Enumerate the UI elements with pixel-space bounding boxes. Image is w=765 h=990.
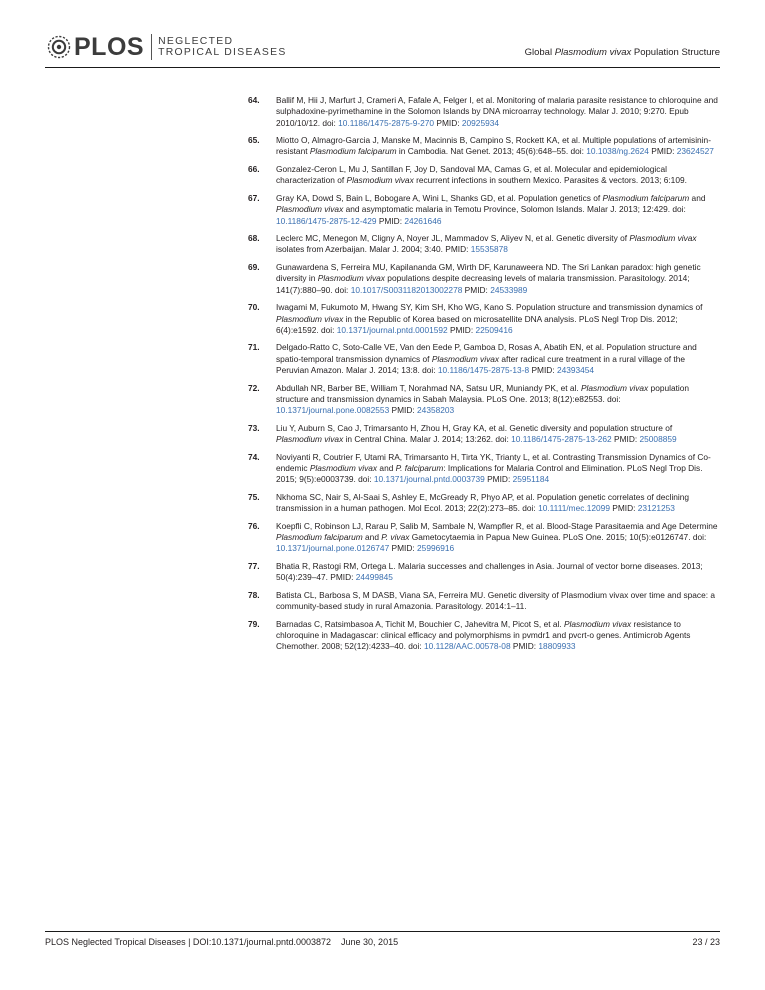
reference-segment: PMID: <box>447 324 476 335</box>
doi-link[interactable]: 10.1371/journal.pntd.0001592 <box>336 324 448 335</box>
reference-segment: resistance to chloroquine in Madagascar: clinical efficacy and polymorphisms in pvmdr1 and pvcrt-o genes. Antimicrob Agents Chemother. 2008; 52(12):4233–40. doi: <box>276 618 691 652</box>
reference-segment: PMID: <box>376 215 405 226</box>
reference-segment: in the Republic of Korea based on microsatellite DNA analysis. PLoS Negl Trop Dis. 2012; 6(4):e1592. doi: <box>276 313 678 335</box>
reference-number: 72. <box>248 382 260 393</box>
reference-text <box>276 492 720 515</box>
reference-segment: Koepfli C, Robinson LJ, Rarau P, Salib M, Sambale N, Wampfler R, et al. Blood-Stage Parasitaemia and Age Determine <box>276 520 718 531</box>
reference-segment: : Implications for Malaria Control and Elimination. PLoS Negl Trop Dis. 2015; 9(5):e0003739. doi: <box>276 462 703 485</box>
reference-item <box>248 521 720 555</box>
pmid-link[interactable]: 23121253 <box>637 503 675 514</box>
doi-link[interactable]: 10.1371/journal.pone.0126747 <box>276 543 390 554</box>
reference-segment: Batista CL, Barbosa S, M DASB, Viana SA, Ferreira MU. Genetic diversity of Plasmodium vivax over time and space: a community-based study in rural Amazonia. Parasitology. 2014:1–11. <box>276 589 715 612</box>
species-name: Plasmodium falciparum <box>276 532 363 543</box>
reference-segment: Liu Y, Auburn S, Cao J, Trimarsanto H, Zhou H, Gray KA, et al. Genetic diversity and population structure of <box>276 422 673 433</box>
journal-name-line2: TROPICAL DISEASES <box>158 47 287 58</box>
reference-segment: populations despite decreasing levels of malaria transmission. Parasitology. 2014; 141(7):880–90. doi: <box>276 273 690 295</box>
species-name: Plasmodium vivax <box>276 204 344 215</box>
reference-segment: PMID: <box>484 474 513 485</box>
plos-logo[interactable] <box>47 34 287 60</box>
reference-number: 70. <box>248 302 260 313</box>
pmid-link[interactable]: 25951184 <box>512 474 550 485</box>
reference-list <box>248 95 720 659</box>
doi-link[interactable]: 10.1371/journal.pone.0082553 <box>276 405 390 416</box>
reference-item <box>248 423 720 446</box>
doi-link[interactable]: 10.1017/S0031182013002278 <box>350 284 463 295</box>
species-name: Plasmodium vivax <box>431 353 500 364</box>
page-header <box>0 0 765 72</box>
reference-segment: Gonzalez-Ceron L, Mu J, Santillan F, Joy D, Sandoval MA, Camas G, et al. Molecular and epidemiological characterization of <box>276 164 667 186</box>
reference-segment: Ballif M, Hii J, Marfurt J, Crameri A, Fafale A, Felger I, et al. Monitoring of malaria parasite resistance to chloroquine and sulphadoxine-pyrimethamine in the Solomon Islands by DNA microarray technology. Malar J. 2010; 9:270. Epub 2010/10/12. doi: <box>276 95 718 128</box>
reference-segment: Leclerc MC, Menegon M, Cligny A, Noyer JL, Mammadov S, Aliyev N, et al. Genetic diversity of <box>276 233 630 244</box>
running-title-species: Plasmodium vivax <box>554 47 632 58</box>
pmid-link[interactable]: 24499845 <box>355 572 393 583</box>
reference-text <box>276 193 720 227</box>
footer-citation <box>45 937 398 947</box>
reference-number: 76. <box>248 520 260 531</box>
reference-number: 79. <box>248 618 260 629</box>
reference-item <box>248 233 720 256</box>
pmid-link[interactable]: 24261646 <box>404 215 442 226</box>
reference-number: 68. <box>248 233 260 244</box>
reference-number: 71. <box>248 342 260 353</box>
reference-segment: isolates from Azerbaijan. Malar J. 2004; 3:40. PMID: <box>276 244 471 255</box>
page-number: 23 / 23 <box>692 937 720 947</box>
reference-text <box>276 619 720 653</box>
running-title-post: Population Structure <box>631 47 720 58</box>
reference-text <box>276 342 720 376</box>
reference-segment: Gunawardena S, Ferreira MU, Kapilananda GM, Wirth DF, Karunaweera ND. The Sri Lankan paradox: high genetic diversity in <box>276 262 701 284</box>
pmid-link[interactable]: 23624527 <box>676 146 714 157</box>
reference-text <box>276 164 720 187</box>
pmid-link[interactable]: 24358203 <box>417 405 455 416</box>
reference-text <box>276 302 720 336</box>
reference-text <box>276 521 720 555</box>
reference-segment: Gray KA, Dowd S, Bain L, Bobogare A, Wini L, Shanks GD, et al. Population genetics of <box>276 192 603 203</box>
pmid-link[interactable]: 22509416 <box>475 324 513 335</box>
reference-number: 73. <box>248 422 260 433</box>
reference-segment: and <box>362 532 382 543</box>
reference-segment: Noviyanti R, Coutrier F, Utami RA, Trimarsanto H, Tirta YK, Trianty L, et al. Contrasting Transmission Dynamics of Co-endemic <box>276 451 711 473</box>
logo-divider <box>151 34 152 60</box>
reference-segment: population structure and transmission dynamics in Sabah Malaysia. PLoS One. 2013; 8(12):e82553. doi: <box>276 382 690 404</box>
doi-link[interactable]: 10.1186/1475-2875-9-270 <box>338 117 435 128</box>
reference-segment: recurrent infections in southern Mexico. Parasites & vectors. 2013; 6:109. <box>413 175 687 186</box>
reference-segment: Iwagami M, Fukumoto M, Hwang SY, Kim SH, Kho WG, Kano S. Population structure and transmission dynamics of <box>276 302 703 313</box>
header-divider <box>45 67 720 68</box>
running-title <box>525 47 720 58</box>
species-name: Plasmodium falciparum <box>602 192 690 203</box>
species-name: Plasmodium vivax <box>276 434 344 445</box>
reference-text <box>276 561 720 584</box>
reference-segment: Abdullah NR, Barber BE, William T, Norahmad NA, Satsu UR, Muniandy PK, et al. <box>276 382 581 393</box>
reference-text <box>276 262 720 296</box>
footer-journal-doi: PLOS Neglected Tropical Diseases | DOI:10.1371/journal.pntd.0003872 <box>45 937 332 947</box>
reference-segment: Barnadas C, Ratsimbasoa A, Tichit M, Bouchier C, Jahevitra M, Picot S, et al. <box>276 618 564 629</box>
plos-logo-icon <box>47 35 71 59</box>
reference-text <box>276 135 720 158</box>
reference-item <box>248 590 720 613</box>
species-name: P. vivax <box>381 532 410 543</box>
pmid-link[interactable]: 18809933 <box>538 641 576 652</box>
reference-number: 75. <box>248 491 260 502</box>
reference-segment: PMID: <box>389 543 418 554</box>
reference-segment: and <box>377 462 396 473</box>
species-name: Plasmodium vivax <box>276 313 344 324</box>
species-name: Plasmodium vivax <box>580 382 649 393</box>
reference-segment: Nkhoma SC, Nair S, Al-Saai S, Ashley E, McGready R, Phyo AP, et al. Population genetic correlates of declining transmission in a human pathogen. Mol Ecol. 2013; 22(2):273–85. doi: <box>276 491 690 514</box>
reference-segment: Delgado-Ratto C, Soto-Calle VE, Van den Eede P, Gamboa D, Rosas A, Abatih EN, et al. Population structure and spatio-temporal transmission dynamics of <box>276 342 697 364</box>
reference-segment: in Central China. Malar J. 2014; 13:262. doi: <box>343 434 512 445</box>
reference-number: 65. <box>248 135 260 146</box>
species-name: Plasmodium falciparum <box>309 146 397 157</box>
reference-segment: Miotto O, Almagro-Garcia J, Manske M, Macinnis B, Campino S, Rockett KA, et al. Multiple populations of artemisinin-resistant <box>276 135 711 157</box>
doi-link[interactable]: 10.1128/AAC.00578-08 <box>423 641 511 652</box>
reference-segment: PMID: <box>611 434 640 445</box>
running-title-pre: Global <box>524 47 555 58</box>
pmid-link[interactable]: 25996916 <box>417 543 455 554</box>
species-name: Plasmodium vivax <box>629 233 697 244</box>
reference-item <box>248 383 720 417</box>
reference-item <box>248 452 720 486</box>
reference-segment: PMID: <box>648 146 677 157</box>
pmid-link[interactable]: 25008859 <box>639 434 677 445</box>
reference-text <box>276 95 720 129</box>
plos-wordmark: PLOS <box>74 32 145 61</box>
species-name: Plasmodium vivax <box>317 273 385 284</box>
species-name: Plasmodium vivax <box>563 618 632 629</box>
reference-item <box>248 561 720 584</box>
reference-segment: in Cambodia. Nat Genet. 2013; 45(6):648–55. doi: <box>396 146 587 157</box>
reference-segment: PMID: <box>609 503 638 514</box>
reference-item <box>248 492 720 515</box>
pmid-link[interactable]: 24533989 <box>490 284 528 295</box>
pmid-link[interactable]: 24393454 <box>556 365 595 376</box>
doi-link[interactable]: 10.1186/1475-2875-13-262 <box>511 434 612 445</box>
doi-link[interactable]: 10.1186/1475-2875-13-8 <box>437 365 530 376</box>
reference-text <box>276 423 720 446</box>
reference-number: 64. <box>248 95 260 105</box>
reference-item <box>248 95 720 129</box>
footer-divider <box>45 931 720 932</box>
reference-number: 66. <box>248 164 260 175</box>
doi-link[interactable]: 10.1186/1475-2875-12-429 <box>276 215 377 226</box>
reference-text <box>276 452 720 486</box>
reference-segment: and asymptomatic malaria in Temotu Province, Solomon Islands. Malar J. 2013; 12:429. doi: <box>343 204 686 215</box>
footer-date: June 30, 2015 <box>341 937 399 947</box>
reference-text <box>276 383 720 417</box>
reference-item <box>248 342 720 376</box>
species-name: Plasmodium vivax <box>346 175 414 186</box>
reference-segment: PMID: <box>510 641 539 652</box>
reference-item <box>248 193 720 227</box>
journal-name-line1: NEGLECTED <box>158 36 234 47</box>
reference-item <box>248 262 720 296</box>
reference-number: 74. <box>248 451 260 462</box>
reference-item <box>248 619 720 653</box>
species-name: P. falciparum <box>395 462 444 473</box>
reference-item <box>248 302 720 336</box>
reference-item <box>248 164 720 187</box>
reference-text <box>276 233 720 256</box>
species-name: Plasmodium vivax <box>309 462 378 473</box>
doi-link[interactable]: 10.1371/journal.pntd.0003739 <box>373 474 485 485</box>
reference-number: 69. <box>248 262 260 273</box>
journal-name <box>158 36 287 58</box>
reference-segment: after radical cure treatment in a rural village of the Peruvian Amazon. Malar J. 2014; 13:8. doi: <box>276 353 686 376</box>
reference-item <box>248 135 720 158</box>
reference-segment: PMID: <box>462 284 491 295</box>
reference-segment: PMID: <box>389 405 418 416</box>
reference-segment: Bhatia R, Rastogi RM, Ortega L. Malaria successes and challenges in Asia. Journal of vector borne diseases. 2013; 50(4):239–47. PMID: <box>276 560 703 583</box>
pmid-link[interactable]: 20925934 <box>461 117 500 128</box>
pmid-link[interactable]: 15535878 <box>470 244 508 255</box>
reference-segment: PMID: <box>434 117 462 128</box>
reference-segment: Gametocytaemia in Papua New Guinea. PLoS One. 2015; 10(5):e0126747. doi: <box>409 532 707 543</box>
reference-text <box>276 590 720 613</box>
reference-segment: PMID: <box>529 365 557 376</box>
doi-link[interactable]: 10.1038/ng.2624 <box>586 146 649 157</box>
reference-number: 67. <box>248 192 260 203</box>
reference-number: 78. <box>248 589 260 600</box>
reference-number: 77. <box>248 560 260 571</box>
doi-link[interactable]: 10.1111/mec.12099 <box>538 503 610 514</box>
reference-segment: and <box>689 192 706 203</box>
